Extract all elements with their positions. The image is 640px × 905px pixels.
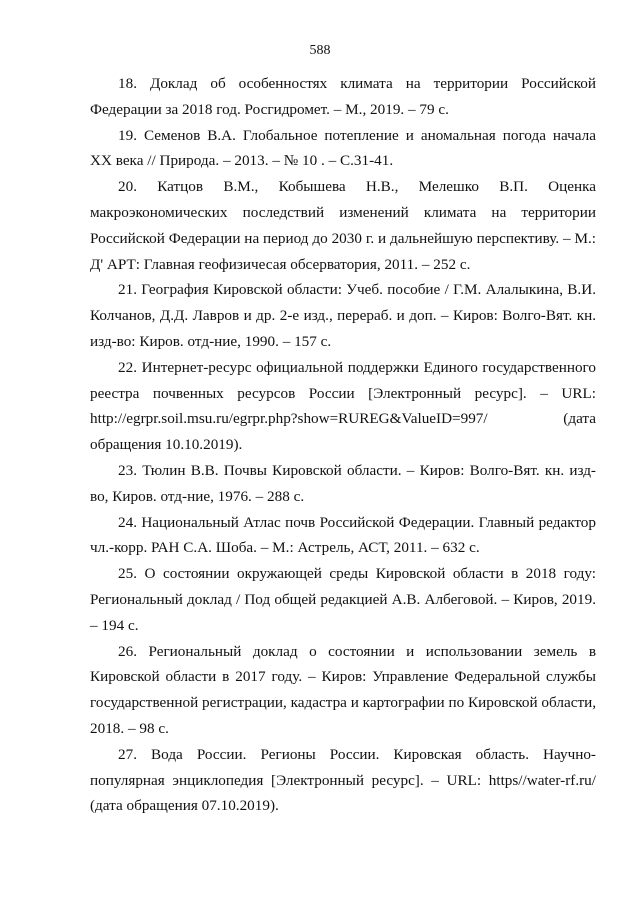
reference-list — [90, 71, 596, 819]
reference-item-22: 22. Интернет-ресурс официальной поддержки Единого государственного реестра почвенных ресурсов России [Электронный ресурс]. – URL: http://egrpr.soil.msu.ru/egrpr.php?show=RUREG&ValueID=997/ (дата обращения 10.10.2019). — [90, 358, 596, 454]
reference-item-18: 18. Доклад об особенностях климата на территории Российской Федерации за 2018 год. Росгидромет. – М., 2019. – 79 с. — [90, 75, 596, 118]
reference-item-24: 24. Национальный Атлас почв Российской Федерации. Главный редактор чл.-корр. РАН С.А. Шоба. – М.: Астрель, АСТ, 2011. – 632 с. — [90, 513, 596, 557]
reference-item-20: 20. Катцов В.М., Кобышева Н.В., Мелешко В.П. Оценка макроэкономических последствий изменений климата на территории Российской Федерации на период до 2030 г. и дальнейшую перспективу. – М.: Д' АРТ: Главная геофизичесая обсерватория, 2011. – 252 с. — [90, 178, 596, 273]
reference-item-27: 27. Вода России. Регионы России. Кировская область. Научно-популярная энциклопедия [Электронный ресурс]. – URL: https//water-rf.ru/ (дата обращения 07.10.2019). — [90, 745, 596, 815]
reference-item-19: 19. Семенов В.А. Глобальное потепление и аномальная погода начала XX века // Природа. – 2013. – № 10 . – С.31-41. — [90, 126, 596, 170]
reference-item-21: 21. География Кировской области: Учеб. пособие / Г.М. Алалыкина, В.И. Колчанов, Д.Д. Лавров и др. 2-е изд., перераб. и доп. – Киров: Волго-Вят. кн. изд-во: Киров. отд-ние, 1990. – 157 с. — [90, 281, 596, 350]
reference-item-26: 26. Региональный доклад о состоянии и использовании земель в Кировской области в 2017 году. – Киров: Управление Федеральной службы государственной регистрации, кадастра и картографии по Кировской области, 2018. – 98 с. — [90, 642, 596, 737]
page-number: 588 — [309, 43, 331, 58]
reference-item-23: 23. Тюлин В.В. Почвы Кировской области. – Киров: Волго-Вят. кн. изд-во, Киров. отд-ние, 1976. – 288 с. — [90, 461, 596, 505]
reference-item-25: 25. О состоянии окружающей среды Кировской области в 2018 году: Региональный доклад / Под общей редакцией А.В. Албеговой. – Киров, 2019. – 194 с. — [90, 565, 596, 634]
